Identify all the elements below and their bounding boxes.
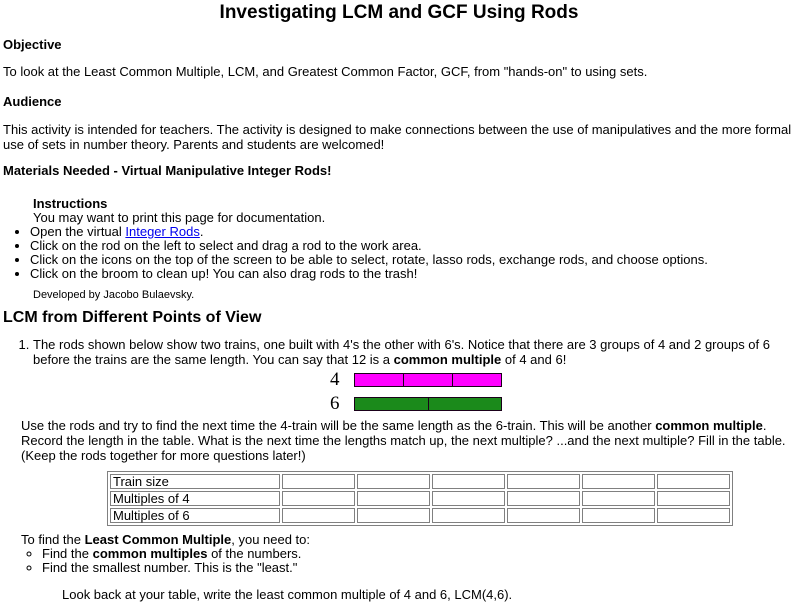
instructions-list — [3, 225, 795, 281]
list-item-text: Open the virtual — [30, 224, 126, 239]
table-cell-empty — [507, 508, 580, 523]
table-cell-empty — [357, 474, 430, 489]
list-item: • Click on the icons on the top of the screen to be able to select, rotate, lasso rods, exchange rods, and choose options. — [30, 253, 795, 267]
table-cell-empty — [507, 491, 580, 506]
objective-heading: Objective — [3, 37, 62, 52]
table-cell-empty — [357, 508, 430, 523]
list-item-text: Find the — [42, 546, 93, 561]
rod-segment — [355, 374, 404, 386]
instructions-block — [33, 196, 795, 225]
lookback-paragraph: Look back at your table, write the least common multiple of 4 and 6, LCM(4,6). — [62, 587, 513, 602]
list-item — [30, 225, 795, 239]
integer-rods-link[interactable]: Integer Rods — [125, 224, 200, 239]
numbered-list — [3, 338, 795, 367]
table-cell-empty — [582, 491, 655, 506]
rod-bar-6 — [354, 397, 502, 411]
table-row — [110, 491, 730, 506]
table-cell-empty — [282, 474, 355, 489]
rod-label-4: 4 — [330, 369, 340, 390]
table-row-header: Multiples of 4 — [110, 491, 280, 506]
list-item — [42, 547, 795, 561]
table-row-header: Train size — [110, 474, 280, 489]
list-item: ◦ Find the smallest number. This is the "least." — [42, 561, 795, 575]
rod-label-6: 6 — [330, 393, 340, 414]
to-find-paragraph — [21, 533, 795, 547]
paragraph-text-bold: Least Common Multiple — [84, 532, 232, 547]
table-row-header: Multiples of 6 — [110, 508, 280, 523]
rod-diagram — [330, 370, 795, 414]
list-item-text: . — [199, 224, 204, 239]
paragraph-text: , you need to: — [231, 532, 311, 547]
list-item: • Click on the rod on the left to select and drag a rod to the work area. — [30, 239, 795, 253]
rod-bar-4 — [354, 373, 502, 387]
instructions-heading: Instructions — [33, 196, 108, 211]
paragraph-text: To find the — [21, 532, 85, 547]
paragraph-text: Use the rods and try to find the next time the 4-train will be the same length as the 6-train. This will be another — [21, 418, 656, 433]
audience-heading: Audience — [3, 94, 62, 109]
numbered-item — [33, 338, 795, 367]
materials-heading: Materials Needed - Virtual Manipulative Integer Rods! — [3, 163, 332, 178]
rod-segment — [404, 374, 453, 386]
table-cell-empty — [432, 491, 505, 506]
rod-train-4 — [330, 370, 795, 390]
list-item: • Click on the broom to clean up! You can also drag rods to the trash! — [30, 267, 795, 281]
multiples-table — [107, 471, 733, 526]
table-cell-empty — [357, 491, 430, 506]
table-cell-empty — [432, 474, 505, 489]
item-text-bold: common multiple — [393, 351, 502, 367]
page-title: Investigating LCM and GCF Using Rods — [219, 2, 579, 23]
table-row — [110, 474, 730, 489]
instructions-intro: You may want to print this page for documentation. — [33, 210, 326, 225]
table-cell-empty — [432, 508, 505, 523]
rod-segment — [355, 398, 429, 410]
table-cell-empty — [657, 491, 730, 506]
item-text: The rods shown below show two trains, one built with 4's the other with 6's. Notice that there are 3 groups of 4 and 2 groups of 6 before the trains are the same length. You can say that 12 is a — [33, 337, 770, 367]
lcm-section-heading: LCM from Different Points of View — [3, 309, 262, 326]
paragraph-text: . Record the length in the table. What is the next time the lengths match up, the next multiple? ...and the next multiple? Fill in the table. (Keep the rods together for more questions later!) — [21, 418, 786, 463]
table-cell-empty — [582, 474, 655, 489]
use-rods-paragraph — [21, 418, 795, 463]
list-item-text: of the numbers. — [207, 546, 302, 561]
audience-text: This activity is intended for teachers. The activity is designed to make connections between the use of manipulatives and the more formal use of sets in number theory. Parents and students are welcomed! — [3, 122, 792, 152]
paragraph-text-bold: common multiple — [655, 418, 763, 433]
lcm-steps-list — [3, 547, 795, 575]
table-row — [110, 508, 730, 523]
rod-train-6 — [330, 394, 795, 414]
credit-text: Developed by Jacobo Bulaevsky. — [33, 289, 195, 301]
rod-segment — [453, 374, 501, 386]
objective-text: To look at the Least Common Multiple, LCM, and Greatest Common Factor, GCF, from "hands-on" to using sets. — [3, 64, 648, 79]
table-cell-empty — [657, 474, 730, 489]
table-cell-empty — [657, 508, 730, 523]
table-cell-empty — [582, 508, 655, 523]
list-item-text-bold: common multiples — [92, 546, 208, 561]
rod-segment — [429, 398, 502, 410]
table-cell-empty — [282, 508, 355, 523]
item-text: of 4 and 6! — [501, 351, 567, 367]
table-cell-empty — [507, 474, 580, 489]
table-cell-empty — [282, 491, 355, 506]
